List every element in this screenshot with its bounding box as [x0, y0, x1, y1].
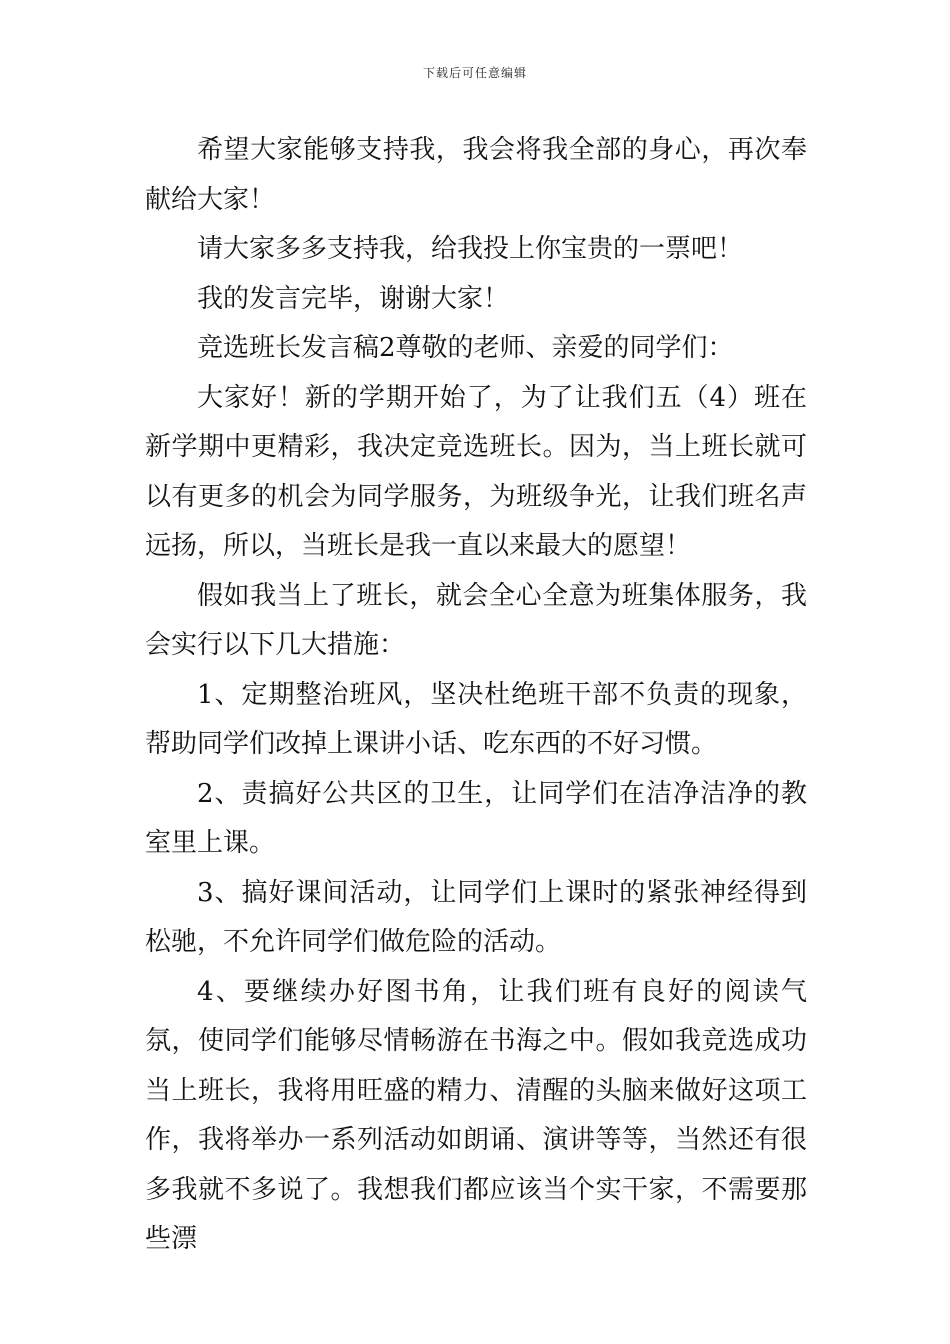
- paragraph: 竞选班长发言稿2尊敬的老师、亲爱的同学们：: [197, 333, 734, 363]
- paragraph: 假如我当上了班长，就会全心全意为班集体服务，我会实行以下几大措施：: [145, 580, 807, 660]
- paragraph: 大家好！新的学期开始了，为了让我们五（4）班在新学期中更精彩，我决定竞选班长。因为，当上班长就可以有更多的机会为同学服务，为班级争光，让我们班名声远扬，所以，当班长是我一直以来最大的愿望！: [145, 382, 807, 561]
- header-note: 下载后可任意编辑: [422, 66, 527, 80]
- paragraph: 希望大家能够支持我，我会将我全部的身心，再次奉献给大家！: [145, 135, 807, 215]
- paragraph: 4、要继续办好图书角，让我们班有良好的阅读气氛，使同学们能够尽情畅游在书海之中。假如我竞选成功当上班长，我将用旺盛的精力、清醒的头脑来做好这项工作，我将举办一系列活动如朗诵、演讲等等，当然还有很多我就不多说了。我想我们都应该当个实干家，不需要那些漂: [145, 976, 807, 1254]
- paragraph: 1、定期整治班风，坚决杜绝班干部不负责的现象，帮助同学们改掉上课讲小话、吃东西的不好习惯。: [145, 679, 807, 759]
- paragraph: 我的发言完毕，谢谢大家！: [197, 283, 510, 314]
- document-body: [145, 126, 807, 1265]
- paragraph: 2、责搞好公共区的卫生，让同学们在洁净洁净的教室里上课。: [145, 778, 807, 858]
- paragraph: 3、搞好课间活动，让同学们上课时的紧张神经得到松驰，不允许同学们做危险的活动。: [145, 877, 807, 957]
- paragraph: 请大家多多支持我，给我投上你宝贵的一票吧！: [197, 234, 744, 264]
